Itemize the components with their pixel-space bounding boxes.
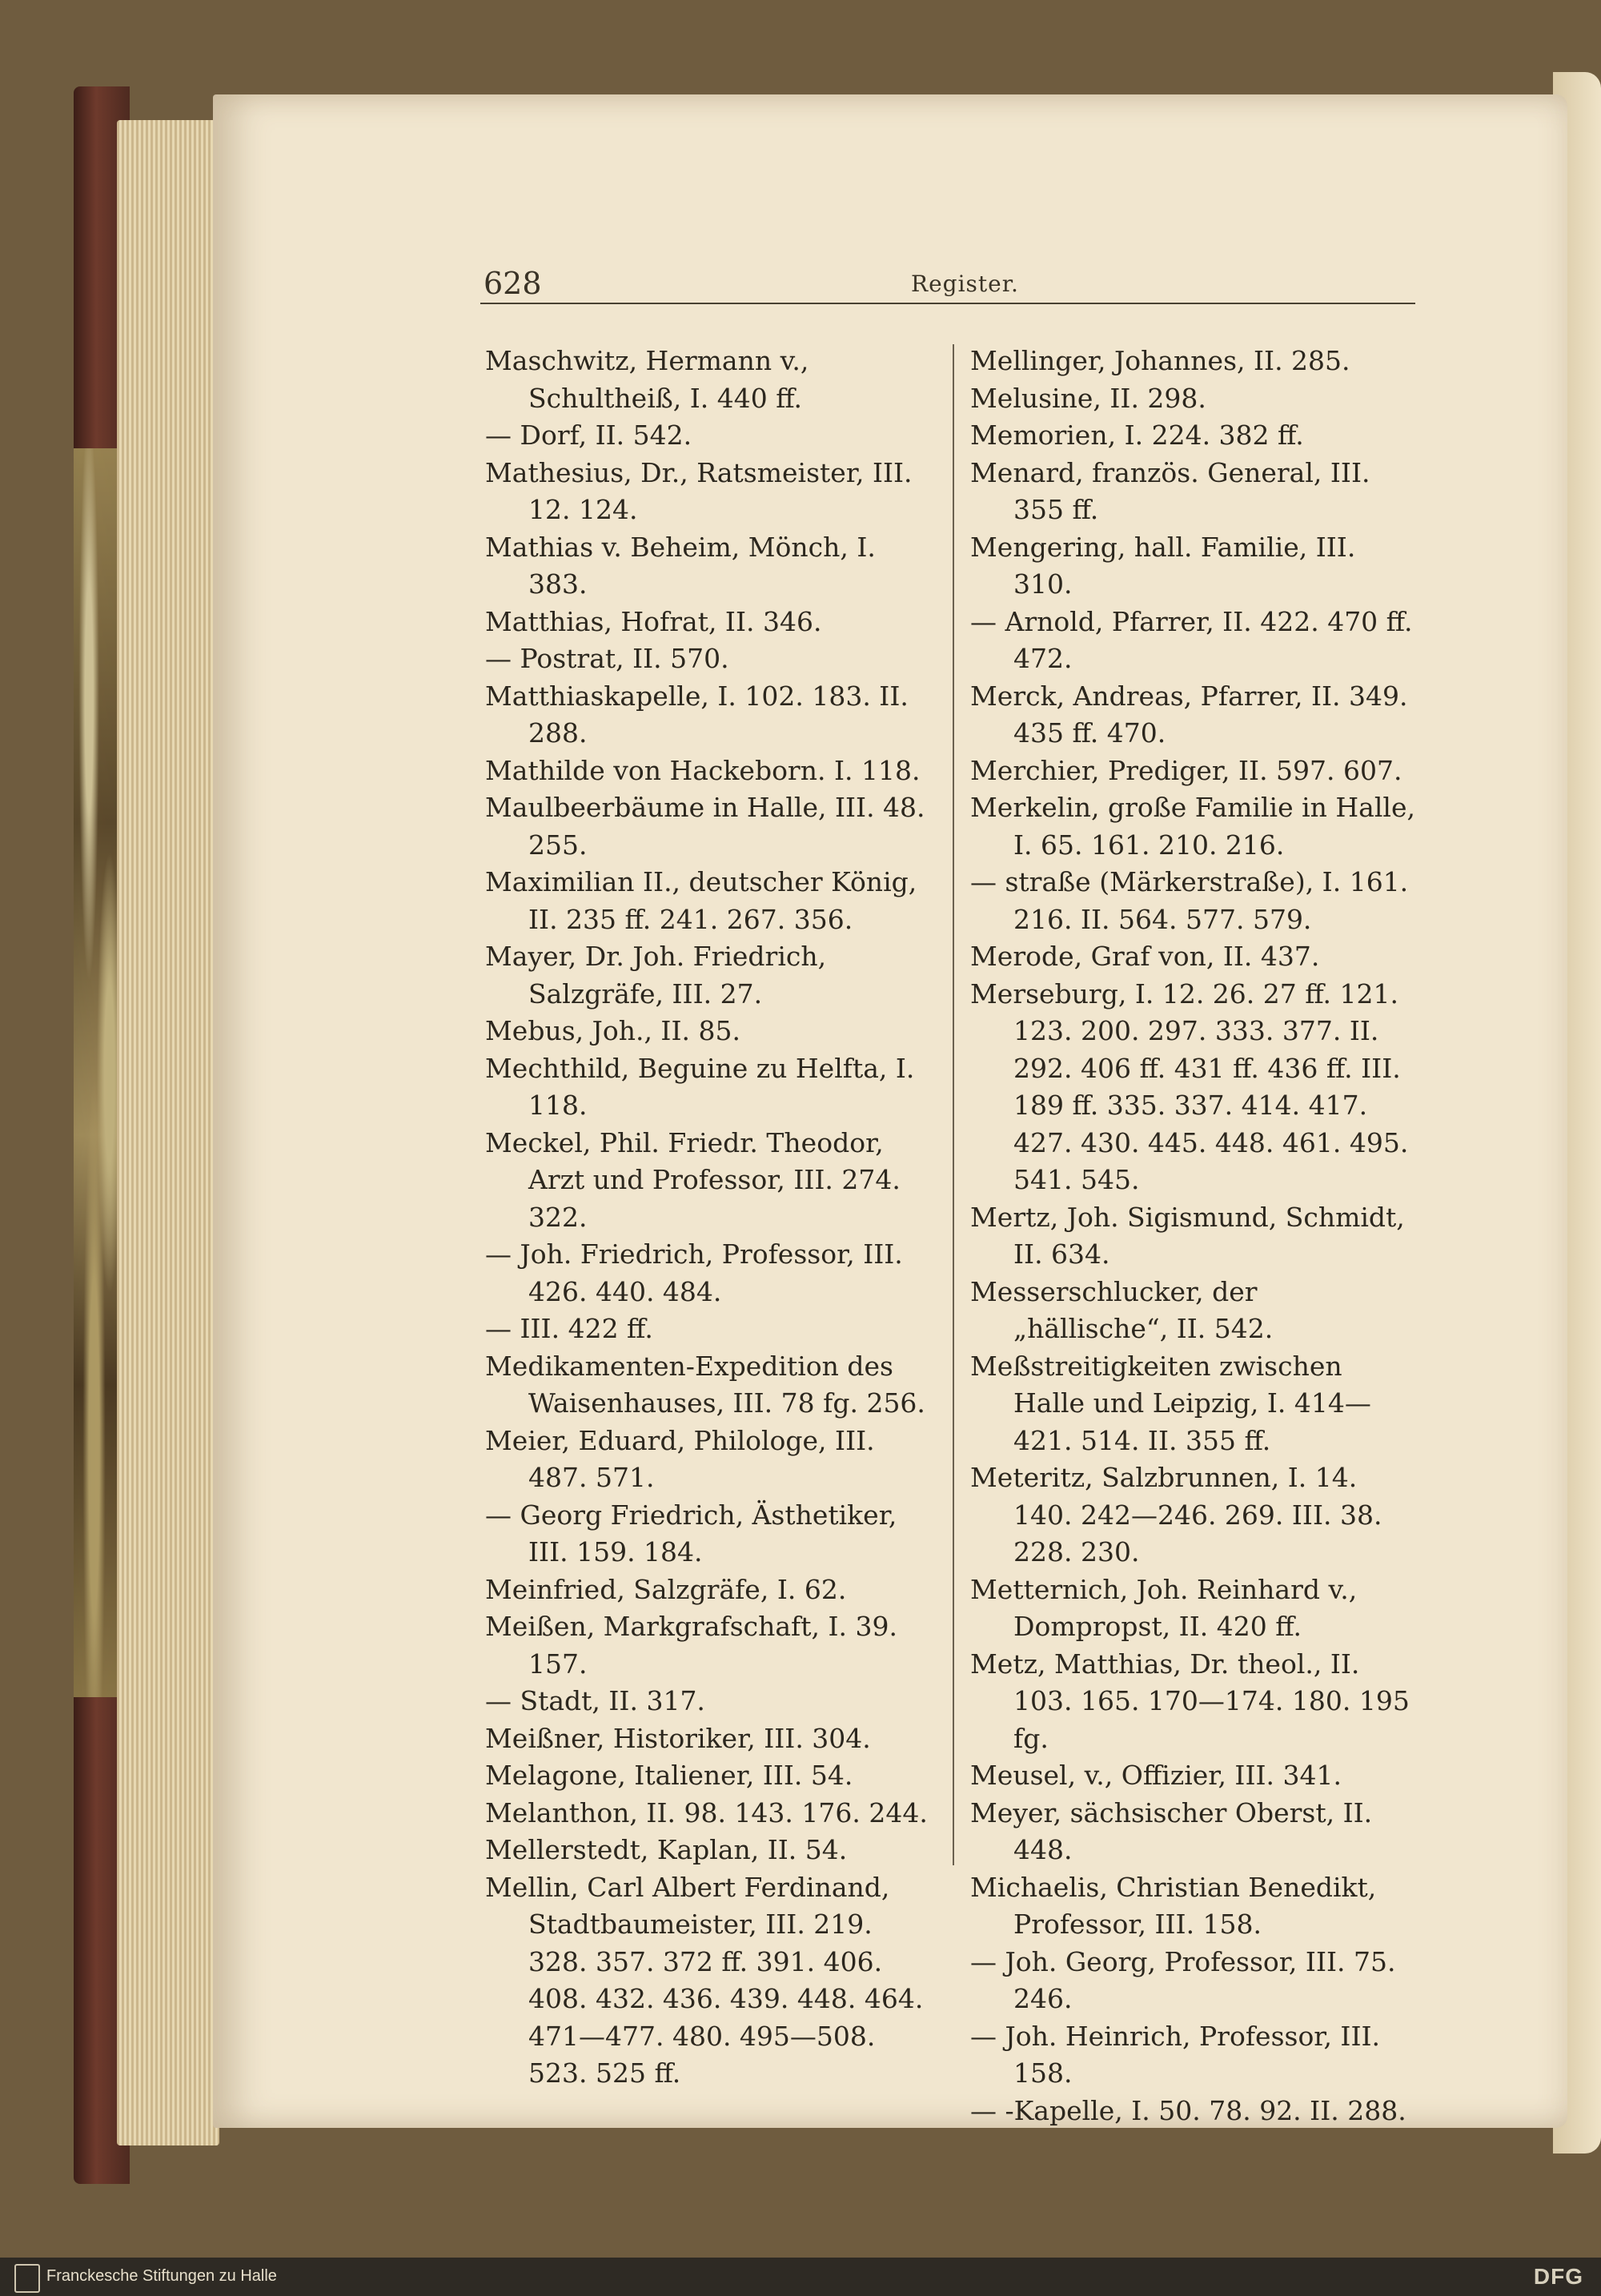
index-entry: Mellerstedt, Kaplan, II. 54. (485, 1834, 848, 1865)
index-entry: Melusine, II. 298. (970, 382, 1206, 414)
index-entry: Mengering, hall. Familie, III. 310. (970, 531, 1356, 600)
index-entry: Maschwitz, Hermann v., Schultheiß, I. 440 ff. (485, 345, 809, 414)
index-entry: Meinfried, Salzgräfe, I. 62. (485, 1573, 847, 1605)
index-entry: Memorien, I. 224. 382 ff. (970, 419, 1304, 451)
index-entry: Meckel, Phil. Friedr. Theodor, Arzt und Professor, III. 274. 322. (485, 1126, 901, 1233)
index-entry: Maximilian II., deutscher König, II. 235 ff. 241. 267. 356. (485, 866, 917, 935)
index-entry: Mathilde von Hackeborn. I. 118. (485, 754, 921, 786)
right-column (970, 343, 1418, 2129)
index-entry: Melanthon, II. 98. 143. 176. 244. (485, 1796, 928, 1828)
index-entry: Maulbeerbäume in Halle, III. 48. 255. (485, 792, 925, 861)
index-entry: — Dorf, II. 542. (485, 419, 692, 451)
index-entry: Messerschlucker, der „hällische“, II. 542. (970, 1275, 1274, 1344)
left-column (485, 343, 933, 2093)
index-entry: — Georg Friedrich, Ästhetiker, III. 159. 184. (485, 1499, 897, 1567)
index-entry: Meyer, sächsischer Oberst, II. 448. (970, 1796, 1373, 1865)
index-entry: Merkelin, große Familie in Halle, I. 65. 161. 210. 216. (970, 792, 1415, 861)
index-entry: Meißner, Historiker, III. 304. (485, 1722, 871, 1754)
running-title: Register. (911, 271, 1019, 297)
index-entry: — Stadt, II. 317. (485, 1685, 705, 1716)
index-entry: Merchier, Prediger, II. 597. 607. (970, 754, 1402, 786)
index-entry: — -Kapelle, I. 50. 78. 92. II. 288. (970, 2094, 1406, 2126)
header-rule (480, 303, 1415, 304)
index-entry: Melagone, Italiener, III. 54. (485, 1760, 853, 1791)
institution-name: Franckesche Stiftungen zu Halle (46, 2267, 277, 2285)
index-entry: Matthiaskapelle, I. 102. 183. II. 288. (485, 680, 909, 749)
index-entry: — Joh. Georg, Professor, III. 75. 246. (970, 1945, 1396, 2014)
index-entry: Michaelis, Christian Benedikt, Professor, III. 158. (970, 1871, 1377, 1940)
index-entry: — III. 422 ff. (485, 1313, 653, 1344)
index-entry: Mechthild, Beguine zu Helfta, I. 118. (485, 1052, 915, 1121)
index-entry: — Arnold, Pfarrer, II. 422. 470 ff. 472. (970, 605, 1413, 674)
index-entry: Medikamenten-Expedition des Waisenhauses, III. 78 fg. 256. (485, 1350, 925, 1419)
footer-bar (0, 2258, 1601, 2296)
index-entry: Mathesius, Dr., Ratsmeister, III. 12. 124. (485, 456, 913, 525)
page-number: 628 (484, 266, 542, 301)
index-entry: Mathias v. Beheim, Mönch, I. 383. (485, 531, 876, 600)
index-entry: Merck, Andreas, Pfarrer, II. 349. 435 ff. 470. (970, 680, 1408, 749)
index-entry: Meteritz, Salzbrunnen, I. 14. 140. 242—246. 269. III. 38. 228. 230. (970, 1462, 1382, 1567)
index-entry: Meßstreitigkeiten zwischen Halle und Leipzig, I. 414—421. 514. II. 355 ff. (970, 1350, 1371, 1456)
index-entry: — Postrat, II. 570. (485, 643, 729, 674)
index-entry: Mellin, Carl Albert Ferdinand, Stadtbaumeister, III. 219. 328. 357. 372 ff. 391. 406. 408. 432. 436. 439. 448. 464. 471—477. 480. 495—508. 523. 525 ff. (485, 1871, 924, 2089)
column-divider (953, 344, 954, 1865)
index-entry: Meusel, v., Offizier, III. 341. (970, 1760, 1342, 1791)
index-entry: Matthias, Hofrat, II. 346. (485, 605, 822, 637)
index-entry: Merseburg, I. 12. 26. 27 ff. 121. 123. 200. 297. 333. 377. II. 292. 406 ff. 431 ff. 436 ff. III. 189 ff. 335. 337. 414. 417. 427. 430. 445. 448. 461. 495. 541. 545. (970, 977, 1409, 1195)
index-entry: — Joh. Heinrich, Professor, III. 158. (970, 2020, 1381, 2089)
index-entry: Mertz, Joh. Sigismund, Schmidt, II. 634. (970, 1201, 1405, 1270)
index-entry: Meißen, Markgrafschaft, I. 39. 157. (485, 1611, 897, 1680)
index-entry: Menard, französ. General, III. 355 ff. (970, 456, 1370, 525)
index-entry: Mebus, Joh., II. 85. (485, 1015, 740, 1046)
index-entry: Metternich, Joh. Reinhard v., Dompropst, II. 420 ff. (970, 1573, 1358, 1642)
index-entry: Meier, Eduard, Philologe, III. 487. 571. (485, 1424, 875, 1493)
index-entry: Mayer, Dr. Joh. Friedrich, Salzgräfe, III. 27. (485, 941, 827, 1010)
page-edges (117, 120, 219, 2145)
index-entry: — Joh. Friedrich, Professor, III. 426. 440. 484. (485, 1238, 903, 1307)
index-entry: Metz, Matthias, Dr. theol., II. 103. 165. 170—174. 180. 195 fg. (970, 1648, 1410, 1754)
dfg-logo: DFG (1533, 2264, 1583, 2289)
institution-logo-icon (14, 2264, 40, 2293)
index-entry: — straße (Märkerstraße), I. 161. 216. II. 564. 577. 579. (970, 866, 1409, 935)
index-entry: Merode, Graf von, II. 437. (970, 941, 1320, 972)
index-entry: Mellinger, Johannes, II. 285. (970, 345, 1350, 376)
